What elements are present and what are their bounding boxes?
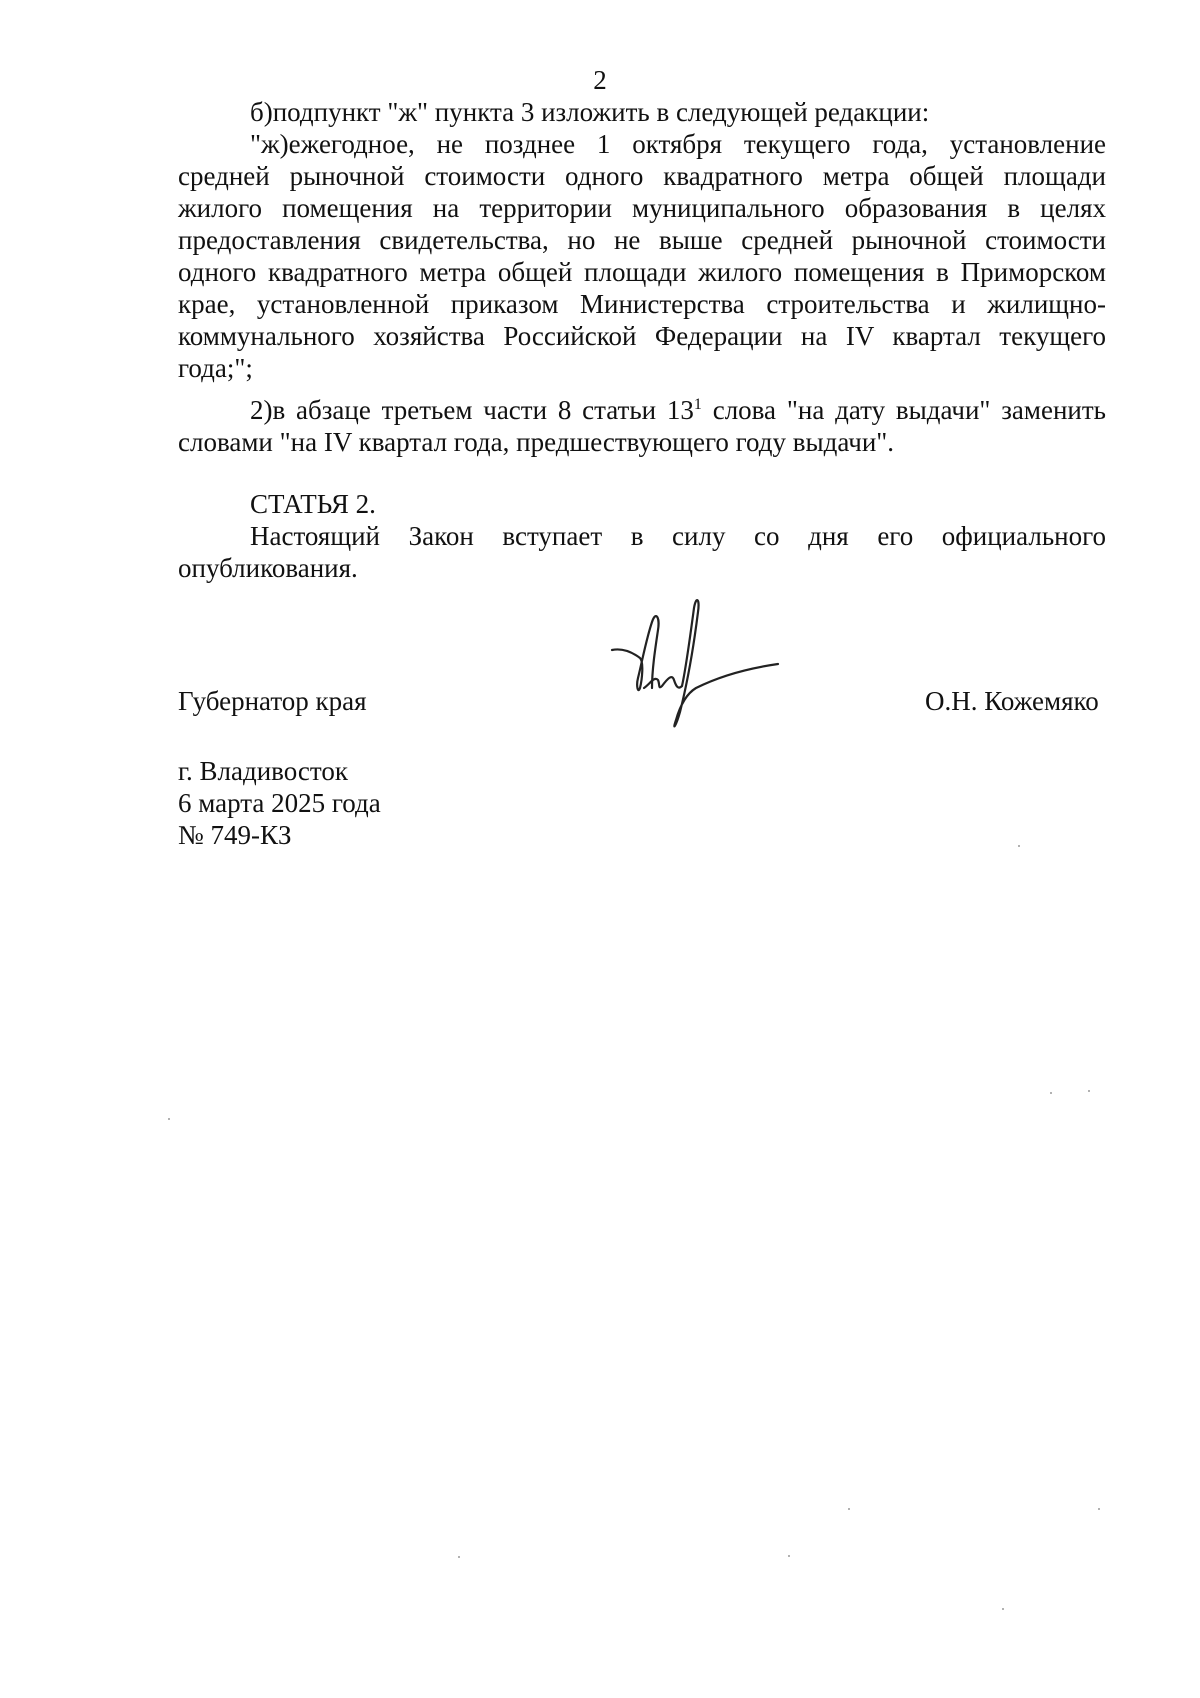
paragraph-line: Настоящий Закон вступает в силу со дня его официального [250, 521, 1106, 551]
paragraph-fragment: 2)в абзаце третьем части 8 статьи 13 [250, 395, 694, 425]
paragraph-line: жилого помещения на территории муниципального образования в целях [178, 193, 1106, 223]
paragraph-line: словами "на IV квартал года, предшествующего году выдачи". [178, 427, 895, 457]
article-text [178, 520, 1106, 584]
handwritten-signature [600, 588, 790, 738]
paragraph-line: опубликования. [178, 553, 358, 583]
article-heading: СТАТЬЯ 2. [250, 489, 376, 519]
scan-speck [1050, 1092, 1052, 1094]
scan-speck [1002, 1608, 1004, 1610]
paragraph-line: б)подпункт "ж" пункта 3 изложить в следующей редакции: [250, 97, 930, 127]
page-number: 2 [593, 65, 607, 95]
scan-speck [168, 1118, 170, 1120]
scan-speck [788, 1555, 790, 1557]
footer-date: 6 марта 2025 года [178, 788, 381, 818]
paragraph-line [178, 394, 1106, 426]
paragraph-line: года;"; [178, 353, 253, 383]
signature-stroke [612, 616, 659, 690]
superscript-index: 1 [693, 396, 702, 413]
scan-speck [848, 1508, 850, 1510]
scan-speck [1098, 1508, 1100, 1510]
paragraph-fragment: слова "на дату выдачи" заменить [701, 395, 1106, 425]
paragraph-line: "ж)ежегодное, не позднее 1 октября текущего года, установление [250, 129, 1106, 159]
paragraph-quoted-subitem [178, 128, 1106, 384]
scan-speck [458, 1556, 460, 1558]
signatory-title: Губернатор края [178, 686, 367, 716]
scan-speck [1088, 1090, 1090, 1092]
scan-speck [1018, 845, 1020, 847]
signature-stroke [674, 600, 778, 726]
signatory-name: О.Н. Кожемяко [925, 686, 1099, 716]
paragraph-amendment-2 [178, 394, 1106, 458]
footer-city: г. Владивосток [178, 756, 348, 786]
signature-stroke [644, 677, 682, 688]
paragraph-line: одного квадратного метра общей площади жилого помещения в Приморском [178, 257, 1106, 287]
paragraph-line: средней рыночной стоимости одного квадратного метра общей площади [178, 161, 1106, 191]
paragraph-line: коммунального хозяйства Российской Федерации на IV квартал текущего [178, 321, 1106, 351]
paragraph-amendment-b [178, 96, 1106, 128]
footer-law-number: № 749-КЗ [178, 820, 292, 850]
paragraph-line: крае, установленной приказом Министерства строительства и жилищно- [178, 289, 1106, 319]
paragraph-line: предоставления свидетельства, но не выше средней рыночной стоимости [178, 225, 1106, 255]
